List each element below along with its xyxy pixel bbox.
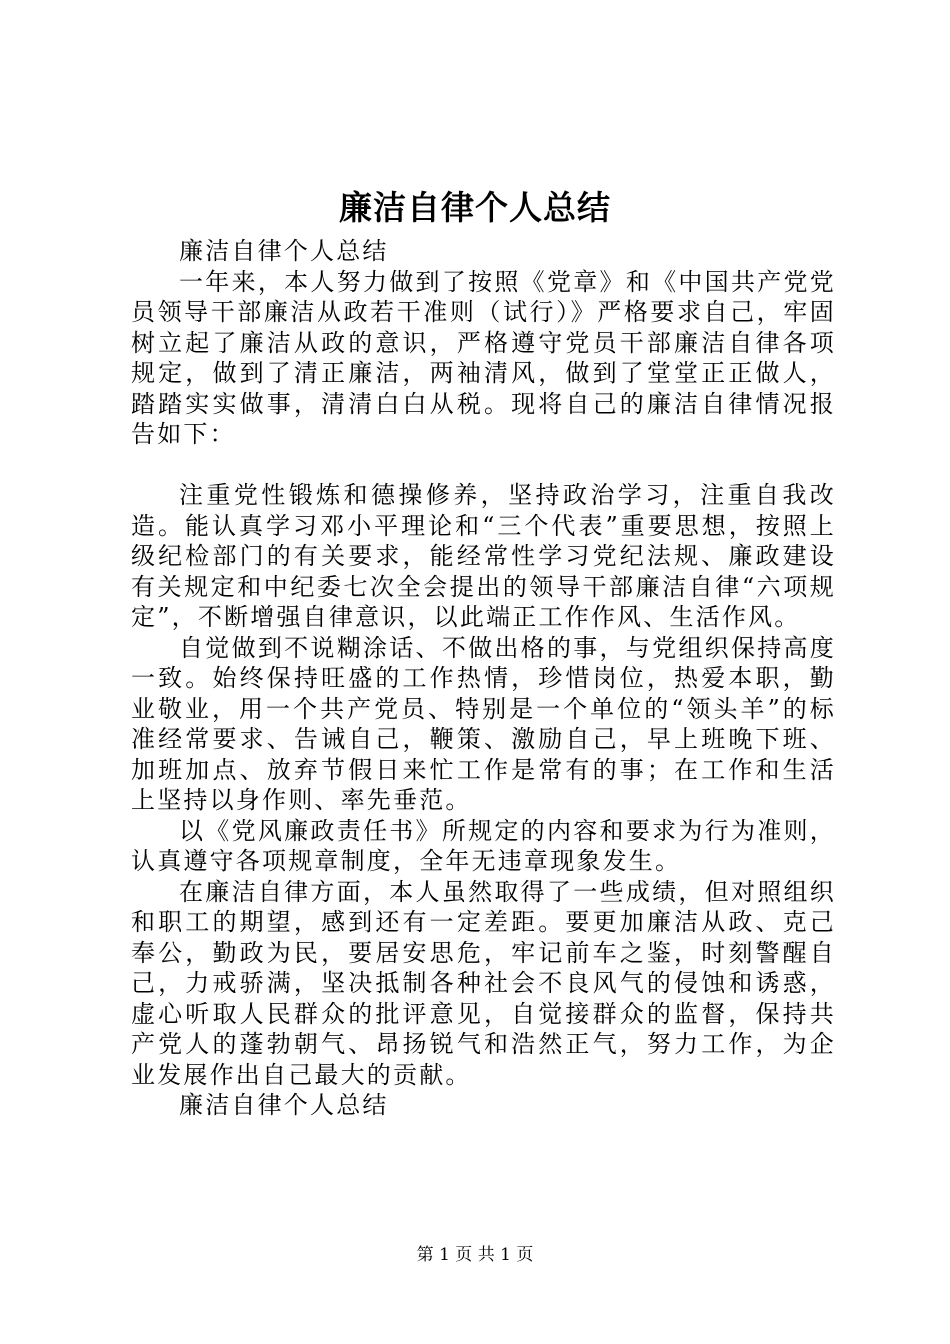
body-paragraph-conduct: 自觉做到不说糊涂话、不做出格的事，与党组织保持高度一致。始终保持旺盛的工作热情，珍惜岗位，热爱本职，勤业敬业，用一个共产党员、特别是一个单位的“领头羊”的标准经常要求、告诫自己，鞭策、激励自己，早上班晚下班、加班加点、放弃节假日来忙工作是常有的事；在工作和生活上坚持以身作则、率先垂范。: [131, 633, 836, 814]
body-paragraph-rules: 以《党风廉政责任书》所规定的内容和要求为行为准则，认真遵守各项规章制度，全年无违章现象发生。: [131, 816, 836, 875]
document-title: 廉洁自律个人总结: [339, 188, 611, 227]
document-body: [131, 236, 836, 1121]
body-paragraph-closing: 廉洁自律个人总结: [179, 1091, 389, 1119]
body-paragraph-study: 注重党性锻炼和德操修养，坚持政治学习，注重自我改造。能认真学习邓小平理论和“三个代表”重要思想，按照上级纪检部门的有关要求，能经常性学习党纪法规、廉政建设有关规定和中纪委七次全会提出的领导干部廉洁自律“六项规定”，不断增强自律意识，以此端正工作作风、生活作风。: [131, 481, 836, 631]
body-paragraph-improvement: 在廉洁自律方面，本人虽然取得了一些成绩，但对照组织和职工的期望，感到还有一定差距。要更加廉洁从政、克己奉公，勤政为民，要居安思危，牢记前车之鉴，时刻警醒自己，力戒骄满，坚决抵制各种社会不良风气的侵蚀和诱惑，虚心听取人民群众的批评意见，自觉接群众的监督，保持共产党人的蓬勃朝气、昂扬锐气和浩然正气，努力工作，为企业发展作出自己最大的贡献。: [131, 877, 836, 1089]
body-paragraph-intro: 一年来，本人努力做到了按照《党章》和《中国共产党党员领导干部廉洁从政若干准则（试行）》严格要求自己，牢固树立起了廉洁从政的意识，严格遵守党员干部廉洁自律各项规定，做到了清正廉洁，两袖清风，做到了堂堂正正做人，踏踏实实做事，清清白白从税。现将自己的廉洁自律情况报告如下：: [131, 267, 836, 448]
page-number-footer: 第 1 页 共 1 页: [416, 1245, 534, 1265]
body-paragraph-subtitle: 廉洁自律个人总结: [179, 237, 389, 265]
paragraph-spacer: [131, 450, 836, 481]
